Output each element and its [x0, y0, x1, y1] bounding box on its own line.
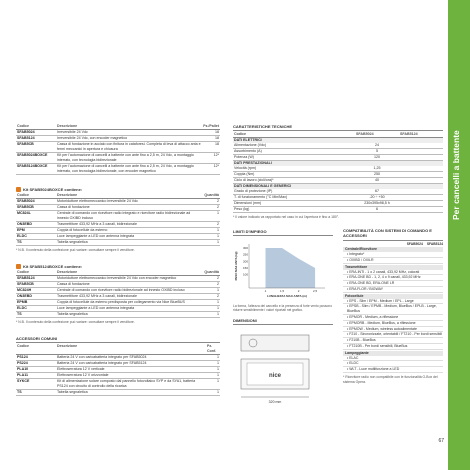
- acc-header-desc: Descrizione: [56, 344, 206, 355]
- dimensions-title: DIMENSIONI: [233, 318, 333, 325]
- compat-item: • OXIBD / OXILR: [343, 258, 443, 264]
- kit-desc: Trasmettitore 433,92 MHz a 3 canali, bidirezionale: [56, 294, 203, 300]
- kit-qty: 2: [203, 282, 220, 288]
- kit1-table: [16, 193, 220, 246]
- compat-item: • FT210B - Per bordi sensibili, BlueBus: [343, 344, 443, 350]
- products-header-qty: Pz./Pallet: [203, 124, 219, 128]
- kit-desc: Coppia di fotocellule da esterno: [56, 228, 203, 234]
- product-desc: Irreversibile 24 Vdc: [56, 130, 202, 136]
- spec-value: 120: [355, 155, 399, 161]
- kit2-title-text: Kit SFAB5124BOXCE contiene:: [23, 264, 83, 269]
- acc-desc: Kit di alimentazione solare composto dal pannello fotovoltaico SYP e da SYA1, batteria PS124 con circuito di controllo della ricarica: [56, 379, 206, 390]
- kit-desc: Cassa di fondazione: [56, 205, 203, 211]
- spec-value: 24: [355, 143, 399, 149]
- limits-and-dimensions: [233, 229, 333, 407]
- products-header-code: Codice: [16, 124, 56, 130]
- kit-qty: 1: [203, 211, 220, 222]
- compat-group: Centrale/Ricevitore: [343, 247, 443, 252]
- y-tick-label: 300: [242, 246, 248, 250]
- spec-header-a: SFAB5024: [355, 132, 399, 138]
- limit-area: [266, 248, 316, 288]
- spec-label: Grado di protezione (IP): [233, 189, 355, 195]
- y-tick-label: 150: [242, 266, 248, 270]
- kit-qty: 1: [203, 228, 220, 234]
- kit-desc: Motoriduttore elettromeccanico irreversibile 24 Vdc con encoder magnetico: [56, 276, 203, 282]
- kit-qty: 2: [203, 276, 220, 282]
- acc-code: PLA11: [16, 373, 56, 379]
- product-qty: 18: [202, 136, 220, 142]
- kit-desc: Coppia di fotocellule da esterno predisposta per collegamento via Nice BlueBUS: [56, 300, 203, 306]
- kit-box-icon: [16, 264, 21, 269]
- table-row: [16, 240, 220, 246]
- product-code: SFAB5024BOXCE: [16, 153, 56, 164]
- kit2-header-code: Codice: [16, 270, 56, 276]
- acc-desc: Batteria 24 V con caricabatteria integrato per SFAB5024: [56, 355, 206, 361]
- kit-code: SFAB5CB: [16, 282, 56, 288]
- spec-value: 1,25: [355, 166, 399, 172]
- compat-title: COMPATIBILITÀ CON SISTEMI DI COMANDO E ACCESSORI: [343, 229, 443, 241]
- spec-label: DATI DIMENSIONALI E GENERICI: [233, 184, 355, 190]
- brand-logo: nice: [268, 373, 282, 379]
- compat-item: • EPMOR - Medium, a riflessione: [343, 315, 443, 321]
- compat-col-b: SFAB5124: [426, 241, 443, 246]
- acc-code: SYKCE: [16, 379, 56, 390]
- compat-note: * Ricevitore radio non compatibile con le funzionalità O-Box del sistema Opera.: [343, 374, 438, 384]
- product-desc: Cassa di fondazione in acciaio con finitura in cataforesi. Completa di leva di attacco anta e fermi meccanici in apertura e chiusura: [57, 142, 201, 151]
- compat-group: Lampeggiante: [343, 351, 443, 356]
- y-tick-label: 250: [242, 252, 248, 257]
- compat-item: • Integrato*: [343, 252, 443, 258]
- spec-value: [399, 207, 443, 213]
- kit-desc: Cassa di fondazione: [56, 282, 203, 288]
- acc-qty: 1: [206, 373, 220, 379]
- table-row: [233, 207, 443, 213]
- kit2-section: [16, 264, 220, 324]
- compat-item: • ERA-ONE BD - 1, 2, 4 o 9 canali, 433,92 MHz: [343, 275, 443, 281]
- kit-qty: 1: [203, 234, 220, 240]
- spec-label: T. di funzionamento (°C Min/Max): [233, 195, 355, 201]
- dimensions-drawing: [233, 329, 329, 407]
- kit-desc: Centrale di comando con ricevitore radio bidirezionale ad innesto OXIBD incluso: [56, 288, 203, 294]
- acc-qty: 1: [206, 379, 220, 390]
- spec-header-b: SFAB5124: [399, 132, 443, 138]
- product-code: SFAB5CB: [16, 142, 56, 153]
- kit1-section: [16, 187, 220, 252]
- kit1-note: * N.B. Il contenuto della confezione può variare: consultare sempre il venditore.: [16, 248, 135, 252]
- x-tick-label: 2,5: [313, 289, 318, 293]
- acc-desc: Elettroserratura 12 V orizzontale: [56, 373, 206, 379]
- spec-label: Potenza (W): [233, 155, 355, 161]
- kit-code: TS: [16, 312, 56, 318]
- kit-code: ON3EBD: [16, 294, 56, 300]
- kit1-header-code: Codice: [16, 193, 56, 199]
- spec-value: 67: [355, 189, 399, 195]
- kit-desc: Trasmettitore 433,92 MHz a 3 canali, bidirezionale: [56, 222, 203, 228]
- kit-code: ELDC: [16, 306, 56, 312]
- kit-code: MC824L: [16, 211, 56, 222]
- kit-code: ON3EBD: [16, 222, 56, 228]
- kit-code: SFAB5CB: [16, 205, 56, 211]
- accessories-table: [16, 344, 220, 396]
- x-axis-label: LUNGHEZZA MAX ANTA (m): [266, 294, 308, 298]
- acc-header-code: Codice: [16, 344, 56, 355]
- usage-limits-chart: [233, 240, 329, 302]
- kit-desc: Tabella segnaletica: [56, 240, 203, 246]
- compat-item: • EPMORB - Medium, BlueBus, a riflessione: [343, 321, 443, 327]
- spec-label: Assorbimento (A): [233, 149, 355, 155]
- x-tick-label: 1: [264, 289, 267, 293]
- kit-code: ELDC: [16, 234, 56, 240]
- table-row: [16, 211, 220, 222]
- products-table: [16, 124, 220, 175]
- spec-value: 5: [355, 149, 399, 155]
- acc-qty: 1: [206, 361, 220, 367]
- acc-code: PS124: [16, 355, 56, 361]
- kit2-note: * N.B. Il contenuto della confezione può variare: consultare sempre il venditore.: [16, 320, 135, 324]
- kit1-header-desc: Descrizione: [56, 193, 203, 199]
- acc-code: TS: [16, 390, 56, 396]
- specs-title: CARATTERISTICHE TECNICHE: [233, 124, 443, 131]
- product-code: SFAB5024: [16, 130, 56, 136]
- compat-columns: [343, 242, 443, 247]
- compat-group: Trasmettitore: [343, 265, 443, 270]
- compat-list: [343, 247, 443, 373]
- spec-label: Velocità (rpm): [233, 166, 355, 172]
- product-qty: 18: [202, 130, 220, 136]
- product-qty: 18: [202, 142, 220, 153]
- acc-code: PLA10: [16, 367, 56, 373]
- table-row: [16, 153, 220, 164]
- usage-limits-svg: [233, 240, 329, 302]
- product-qty: 12*: [202, 153, 220, 164]
- kit-desc: Centrale di comando con ricevitore radio integrato e ricevitore radio bidirezionale ad innesto OXIBD incluso: [56, 211, 203, 222]
- acc-desc: Tabella segnaletica: [56, 390, 206, 396]
- kit2-header-qty: Quantità: [204, 270, 219, 274]
- compat-group: Fotocellule: [343, 294, 443, 299]
- compat-item: • ERA FLOR / BIGWAY: [343, 287, 443, 293]
- acc-desc: Batteria 24 V con caricabatteria integrato per SFAB5124: [56, 361, 206, 367]
- kit-code: SFAB5024: [16, 199, 56, 205]
- kit-code: SFAB5124: [16, 276, 56, 282]
- kit1-title: [16, 187, 220, 192]
- width-label: 320 mm: [268, 400, 282, 404]
- kit2-title: [16, 264, 220, 269]
- spec-value: 230x395x98,5 h: [355, 201, 399, 207]
- acc-desc: Elettroserratura 12 V verticale: [56, 367, 206, 373]
- right-column: [233, 124, 443, 407]
- spec-label: Peso (kg): [233, 207, 355, 213]
- kit-qty: 1: [203, 288, 220, 294]
- left-column: [16, 124, 220, 396]
- y-tick-label: 200: [242, 259, 248, 264]
- kit-qty: 1: [203, 240, 220, 246]
- product-desc: Kit per l'automazione di cancelli a battente con ante fino a 2,5 m, 24 Vdc, a montaggio interrato, con tecnologia bidirezionale: [56, 153, 202, 164]
- kit-box-icon: [16, 187, 21, 192]
- acc-code: PS224: [16, 361, 56, 367]
- kit-code: EPMB: [16, 300, 56, 306]
- kit-qty: 2: [203, 222, 220, 228]
- y-axis-label: PESO MAX ANTA (kg): [234, 251, 238, 281]
- compat-item: • EPSB - Slim / EPMB - Medium, BlueBus / EPLB - Large, BlueBus: [343, 304, 443, 315]
- motor-top-view: [241, 335, 309, 351]
- dimensions-svg: [233, 329, 329, 407]
- kit-code: EPM: [16, 228, 56, 234]
- kit1-header-qty: Quantità: [204, 193, 219, 197]
- side-tab-title: Per cancelli a battente: [451, 130, 461, 220]
- kit-desc: Luce lampeggiante a LED con antenna integrata: [56, 306, 203, 312]
- kit-qty: 2: [203, 294, 220, 300]
- usage-limits-caption: La forma, l'altezza del cancello e la presenza di forte vento possono ridurre sensibilmente i valori riportati nel grafico.: [233, 304, 333, 312]
- compat-col-a: SFAB5024: [406, 241, 423, 246]
- specs-note: * Il valore indicato va rapportato nel caso in cui l'apertura è fino a 180°.: [233, 215, 340, 219]
- table-row: [16, 164, 220, 175]
- kit2-table: [16, 270, 220, 318]
- spec-value: 40: [355, 178, 399, 184]
- spec-label: DATI PRESTAZIONALI: [233, 161, 355, 167]
- lower-right: [233, 229, 443, 407]
- usage-limits-title: LIMITI D'IMPIEGO: [233, 229, 333, 236]
- acc-qty: 1: [206, 355, 220, 361]
- page-number: 67: [438, 438, 444, 444]
- kit-qty: 2: [203, 199, 220, 205]
- side-tab: [448, 0, 470, 470]
- compat-item: • EPMOW - Medium, wireless autoalimentate: [343, 327, 443, 333]
- spec-value: -20 ÷ +50: [355, 195, 399, 201]
- compat-item: • WLT - Luce multifunzione a LED: [343, 367, 443, 373]
- kit-desc: Motoriduttore elettromeccanico irreversibile 24 Vdc: [56, 199, 203, 205]
- table-row: [16, 379, 220, 390]
- compatibility-section: [343, 229, 443, 407]
- spec-label: DATI ELETTRICI: [233, 138, 355, 144]
- product-desc: Irreversibile 24 Vdc, con encoder magnetico: [56, 136, 202, 142]
- table-row: [16, 142, 220, 153]
- kit1-title-text: Kit SFAB5024BOXCE contiene:: [23, 187, 83, 192]
- accessories-section: [16, 336, 220, 396]
- kit-code: MC824H: [16, 288, 56, 294]
- table-row: [16, 390, 220, 396]
- compat-item: • F210B - BlueBus: [343, 338, 443, 344]
- x-tick-label: 2: [297, 289, 300, 293]
- spec-label: Dimensioni (mm): [233, 201, 355, 207]
- compat-item: • EPS - Slim / EPM - Medium / EPL - Large: [343, 299, 443, 305]
- kit-desc: Luce lampeggiante a LED con antenna integrata: [56, 234, 203, 240]
- acc-qty: 1: [206, 367, 220, 373]
- x-tick-label: 1,5: [279, 289, 285, 293]
- compat-item: • ERA-INTI - 1 o 2 canali, 433,92 MHz, colorati: [343, 270, 443, 276]
- spec-label: Alimentazione (Vdc): [233, 143, 355, 149]
- compat-item: • ELDC: [343, 361, 443, 367]
- spec-label: Ciclo di lavoro (cicli/ora)*: [233, 178, 355, 184]
- kit-qty: 2: [203, 205, 220, 211]
- spec-value: 6: [355, 207, 399, 213]
- specs-table: [233, 132, 443, 213]
- product-desc: Kit per l'automazione di cancelli a battente con ante fino a 2,5 m, 24 Vdc, a montaggio interrato, con tecnologia bidirezionale, con encoder magnetico: [56, 164, 202, 175]
- acc-qty: 1: [206, 390, 220, 396]
- kit-desc: Tabella segnaletica: [56, 312, 203, 318]
- product-code: SFAB5124BOXCE: [16, 164, 56, 175]
- compat-item: • F210 - Sincronizzate, orientabili / FT210 - Per bordi sensibili: [343, 332, 443, 338]
- kit2-header-desc: Descrizione: [56, 270, 203, 276]
- spec-label: Coppia (Nm): [233, 172, 355, 178]
- product-code: SFAB5124: [16, 136, 56, 142]
- spec-value: 250: [355, 172, 399, 178]
- kit-qty: 1: [203, 300, 220, 306]
- compat-item: • ELAC: [343, 356, 443, 362]
- compat-item: • ERA-ONE BD, ERA-ONE LR: [343, 281, 443, 287]
- kit-qty: 1: [203, 306, 220, 312]
- products-header-desc: Descrizione: [56, 124, 202, 130]
- accessories-title: ACCESSORI COMUNI: [16, 336, 220, 343]
- table-row: [16, 312, 220, 318]
- spec-header-code: Codice: [233, 132, 355, 138]
- y-tick-label: 100: [242, 272, 248, 277]
- acc-header-qty: Pz. Conf.: [206, 344, 220, 355]
- kit-qty: 1: [203, 312, 220, 318]
- kit-code: TS: [16, 240, 56, 246]
- product-qty: 12*: [202, 164, 220, 175]
